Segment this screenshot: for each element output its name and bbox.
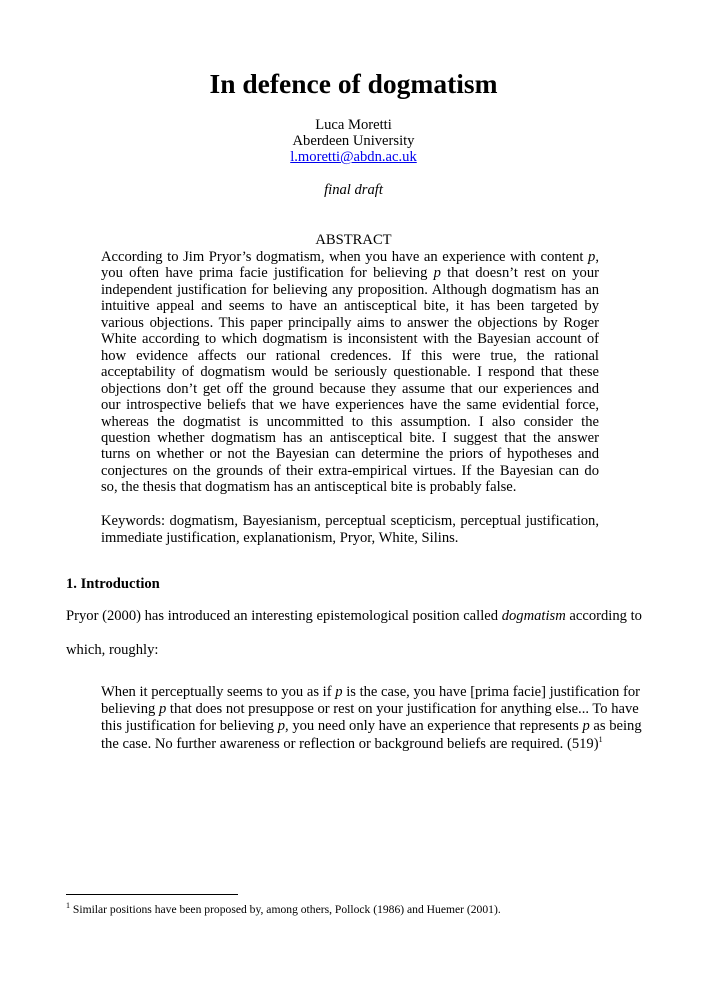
text-segment: White according to which dogmatism is inconsistent with the Bayesian account of (101, 331, 599, 348)
text-line (101, 315, 599, 332)
text-segment: you often have prima facie justification for believing (101, 265, 434, 282)
text-line (101, 414, 599, 431)
text-line (101, 463, 599, 480)
text-segment: believing (101, 701, 159, 718)
text-segment: according to (565, 608, 642, 624)
text-segment: as being (589, 718, 642, 735)
text-segment: various objections. This paper principally aims to answer the objections by Roger (101, 314, 599, 331)
text-line (101, 530, 599, 547)
text-line (101, 381, 599, 398)
italic-text: p (277, 718, 286, 735)
author-affiliation: Aberdeen University (292, 133, 415, 149)
footnote-reference: 1 (598, 734, 603, 744)
text-line (101, 331, 599, 348)
text-line (66, 608, 642, 625)
text-segment: According to Jim Pryor’s dogmatism, when you have an experience with content (101, 249, 589, 265)
text-line (101, 364, 599, 381)
text-line (101, 430, 599, 447)
text-segment: conjectures on the grounds of their extra-empirical virtues. If the Bayesian can do (101, 462, 599, 479)
text-segment: is the case, you have [prima facie] justification for (342, 684, 640, 700)
text-segment: which, roughly: (66, 642, 159, 658)
text-segment: whereas the dogmatist is uncommitted to this assumption. I also consider the (101, 413, 599, 430)
author-email-link[interactable]: l.moretti@abdn.ac.uk (290, 149, 417, 165)
text-segment: this justification for believing (101, 718, 278, 735)
text-line (101, 479, 599, 496)
text-segment: acceptability of dogmatism would be seriously questionable. I respond that these (101, 364, 599, 381)
text-line (101, 282, 599, 299)
footnote-text: Similar positions have been proposed by, among others, Pollock (1986) and Huemer (2001). (70, 903, 501, 916)
text-segment: immediate justification, explanationism, Pryor, White, Silins. (101, 530, 459, 546)
text-line (101, 249, 599, 266)
text-segment: , (595, 249, 599, 265)
text-segment: our introspective beliefs that we have experiences have the same evidential force, (101, 397, 599, 414)
text-segment: turns on whether or not the Bayesian can determine the priors of hypotheses and (101, 446, 599, 463)
paper-title: In defence of dogmatism (209, 68, 498, 99)
abstract-heading: ABSTRACT (315, 232, 392, 248)
text-line (66, 642, 631, 659)
text-segment: question whether dogmatism has an antisceptical bite. I suggest that the answer (101, 429, 599, 446)
text-line (101, 348, 599, 365)
text-segment: that doesn’t rest on your (440, 265, 599, 282)
draft-status: final draft (324, 182, 383, 198)
text-segment: , you need only have an experience that represents (285, 718, 583, 735)
footnote-divider (66, 894, 238, 895)
italic-text: p (582, 718, 590, 735)
text-line (101, 265, 599, 282)
text-line (101, 718, 642, 735)
text-segment: that does not presuppose or rest on your justification for anything else... To have (166, 701, 639, 718)
italic-text: p (335, 684, 343, 700)
italic-text: dogmatism (501, 608, 566, 624)
text-segment: Keywords: dogmatism, Bayesianism, perceptual scepticism, perceptual justification, (101, 513, 599, 529)
italic-text: p (158, 701, 167, 718)
italic-text: p (433, 265, 441, 282)
text-line (101, 446, 599, 463)
text-segment: the case. No further awareness or reflection or background beliefs are required. (519) (101, 735, 599, 752)
text-segment: how evidence affects our rational credences. If this were true, the rational (101, 347, 599, 364)
footnote-mark: 1 (66, 901, 70, 911)
text-line (101, 684, 640, 701)
text-line (101, 298, 599, 315)
text-segment: When it perceptually seems to you as if (101, 684, 336, 700)
section-heading: 1. Introduction (66, 576, 160, 592)
text-line (101, 701, 639, 718)
text-line (101, 397, 599, 414)
text-segment: intuitive appeal and seems to have an antisceptical bite, it has been targeted by (101, 298, 599, 315)
text-segment: independent justification for believing any proposition. Although dogmatism has an (101, 281, 599, 298)
text-segment: Pryor (2000) has introduced an interesting epistemological position called (66, 608, 502, 624)
text-line (101, 736, 630, 753)
text-segment: so, the thesis that dogmatism has an antisceptical bite is probably false. (101, 479, 517, 496)
author-name: Luca Moretti (315, 117, 392, 133)
text-segment: objections don’t get off the ground because they assume that our experiences and (101, 380, 599, 397)
footnote (66, 903, 501, 916)
italic-text: p (588, 249, 596, 265)
text-line (101, 513, 599, 530)
